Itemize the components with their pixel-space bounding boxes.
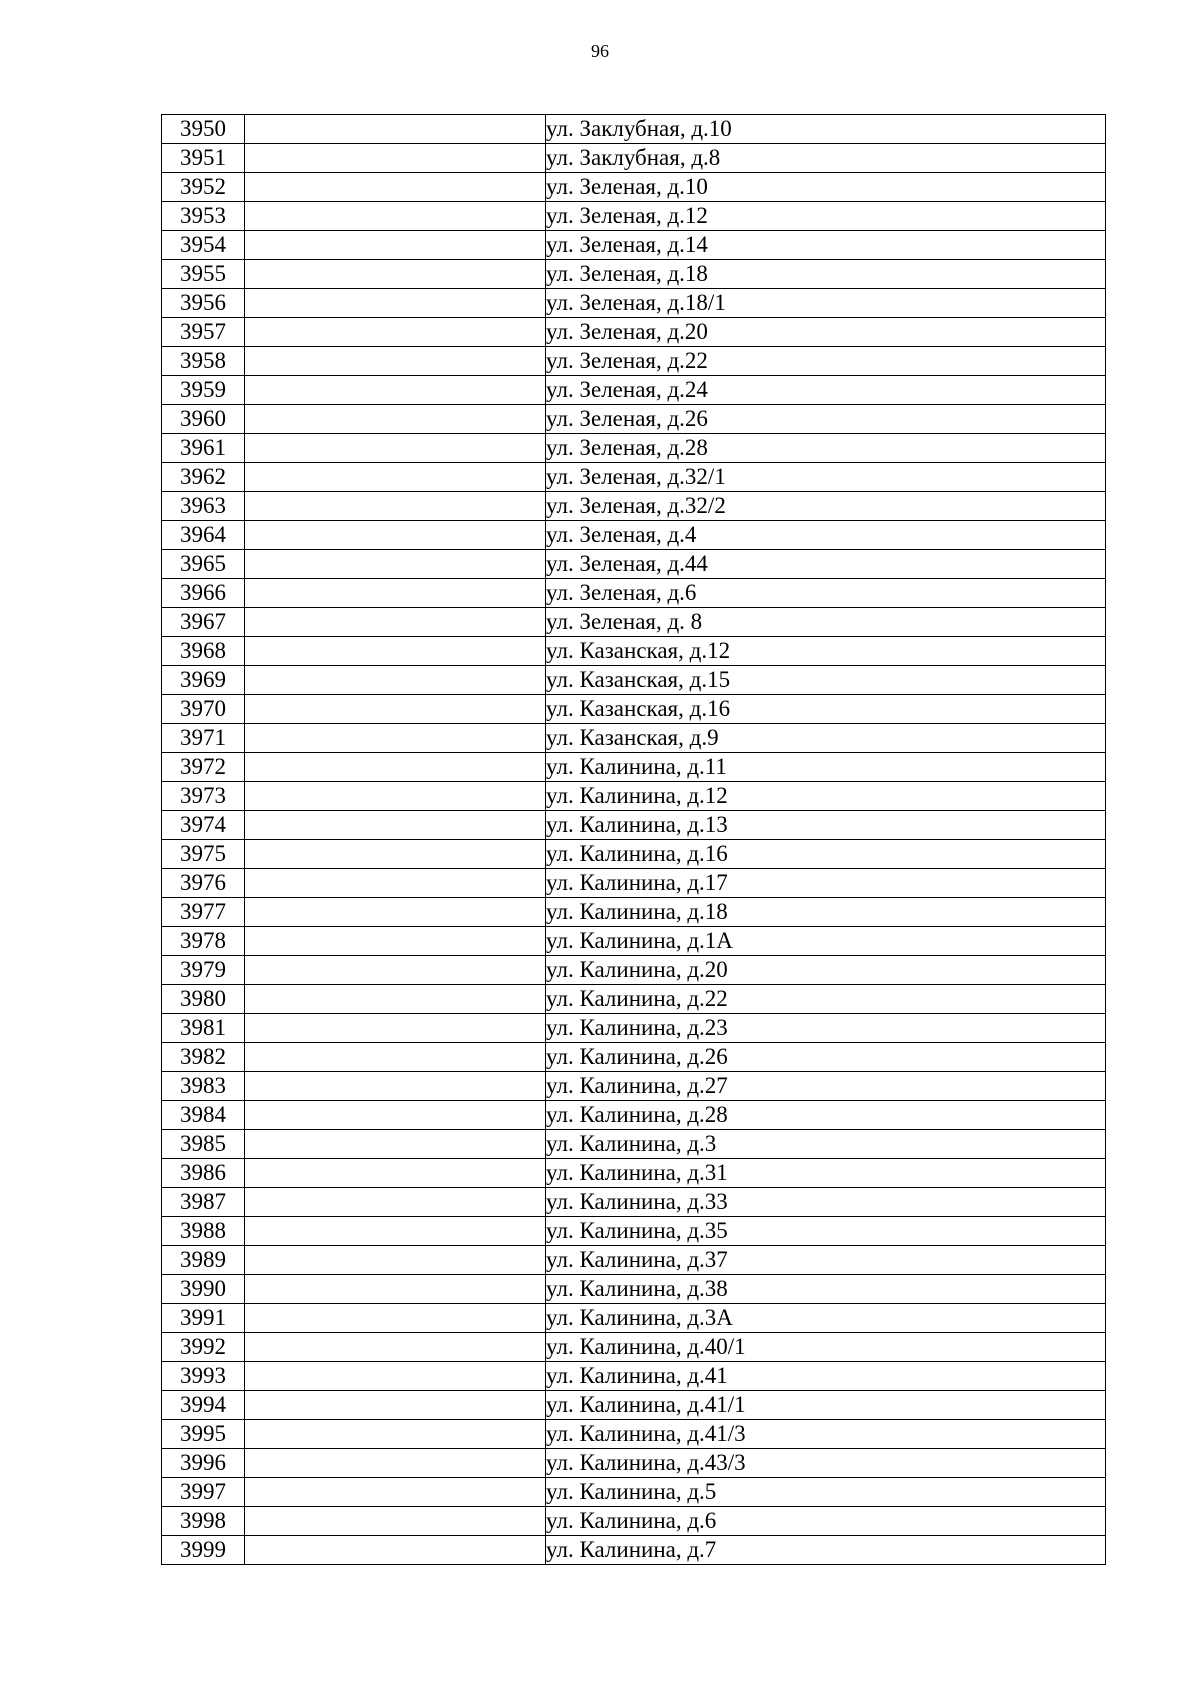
table-row xyxy=(162,1391,1106,1420)
table-row xyxy=(162,1507,1106,1536)
empty-cell xyxy=(245,1159,546,1188)
address-cell: ул. Калинина, д.6 xyxy=(546,1507,1106,1536)
empty-cell xyxy=(245,1217,546,1246)
empty-cell xyxy=(245,550,546,579)
empty-cell xyxy=(245,318,546,347)
table-row xyxy=(162,753,1106,782)
address-cell: ул. Зеленая, д.12 xyxy=(546,202,1106,231)
address-cell: ул. Калинина, д.11 xyxy=(546,753,1106,782)
row-number: 3980 xyxy=(162,985,245,1014)
row-number: 3975 xyxy=(162,840,245,869)
address-cell: ул. Калинина, д.28 xyxy=(546,1101,1106,1130)
empty-cell xyxy=(245,1101,546,1130)
address-cell: ул. Калинина, д.31 xyxy=(546,1159,1106,1188)
row-number: 3983 xyxy=(162,1072,245,1101)
address-cell: ул. Калинина, д.27 xyxy=(546,1072,1106,1101)
table-row xyxy=(162,1304,1106,1333)
address-cell: ул. Калинина, д.18 xyxy=(546,898,1106,927)
table-row xyxy=(162,173,1106,202)
empty-cell xyxy=(245,492,546,521)
address-cell: ул. Зеленая, д.28 xyxy=(546,434,1106,463)
table-row xyxy=(162,521,1106,550)
empty-cell xyxy=(245,579,546,608)
row-number: 3990 xyxy=(162,1275,245,1304)
table-row xyxy=(162,115,1106,144)
row-number: 3995 xyxy=(162,1420,245,1449)
empty-cell xyxy=(245,1478,546,1507)
address-cell: ул. Калинина, д.17 xyxy=(546,869,1106,898)
row-number: 3988 xyxy=(162,1217,245,1246)
address-cell: ул. Калинина, д.41/1 xyxy=(546,1391,1106,1420)
empty-cell xyxy=(245,1130,546,1159)
empty-cell xyxy=(245,608,546,637)
table-row xyxy=(162,724,1106,753)
row-number: 3972 xyxy=(162,753,245,782)
address-cell: ул. Калинина, д.38 xyxy=(546,1275,1106,1304)
table-row xyxy=(162,1217,1106,1246)
address-cell: ул. Калинина, д.12 xyxy=(546,782,1106,811)
empty-cell xyxy=(245,1304,546,1333)
row-number: 3954 xyxy=(162,231,245,260)
row-number: 3970 xyxy=(162,695,245,724)
table-row xyxy=(162,1333,1106,1362)
row-number: 3965 xyxy=(162,550,245,579)
empty-cell xyxy=(245,173,546,202)
empty-cell xyxy=(245,463,546,492)
table-row xyxy=(162,231,1106,260)
empty-cell xyxy=(245,1275,546,1304)
address-cell: ул. Зеленая, д.32/1 xyxy=(546,463,1106,492)
row-number: 3973 xyxy=(162,782,245,811)
table-row xyxy=(162,782,1106,811)
row-number: 3960 xyxy=(162,405,245,434)
address-cell: ул. Заклубная, д.8 xyxy=(546,144,1106,173)
address-cell: ул. Калинина, д.5 xyxy=(546,1478,1106,1507)
empty-cell xyxy=(245,202,546,231)
table-row xyxy=(162,347,1106,376)
table-row xyxy=(162,956,1106,985)
table-row xyxy=(162,260,1106,289)
row-number: 3959 xyxy=(162,376,245,405)
row-number: 3952 xyxy=(162,173,245,202)
empty-cell xyxy=(245,231,546,260)
empty-cell xyxy=(245,1246,546,1275)
empty-cell xyxy=(245,956,546,985)
address-cell: ул. Зеленая, д.10 xyxy=(546,173,1106,202)
table-row xyxy=(162,376,1106,405)
address-cell: ул. Зеленая, д.44 xyxy=(546,550,1106,579)
table-row xyxy=(162,840,1106,869)
table-row xyxy=(162,869,1106,898)
row-number: 3984 xyxy=(162,1101,245,1130)
row-number: 3996 xyxy=(162,1449,245,1478)
row-number: 3997 xyxy=(162,1478,245,1507)
empty-cell xyxy=(245,1449,546,1478)
empty-cell xyxy=(245,1043,546,1072)
address-cell: ул. Калинина, д.13 xyxy=(546,811,1106,840)
empty-cell xyxy=(245,811,546,840)
table-row xyxy=(162,463,1106,492)
empty-cell xyxy=(245,347,546,376)
address-table-body xyxy=(162,115,1106,1565)
table-row xyxy=(162,405,1106,434)
table-row xyxy=(162,1246,1106,1275)
address-cell: ул. Зеленая, д. 8 xyxy=(546,608,1106,637)
address-cell: ул. Зеленая, д.24 xyxy=(546,376,1106,405)
table-row xyxy=(162,1014,1106,1043)
table-row xyxy=(162,695,1106,724)
empty-cell xyxy=(245,405,546,434)
address-cell: ул. Калинина, д.33 xyxy=(546,1188,1106,1217)
table-row xyxy=(162,492,1106,521)
table-row xyxy=(162,202,1106,231)
address-cell: ул. Зеленая, д.14 xyxy=(546,231,1106,260)
table-row xyxy=(162,550,1106,579)
empty-cell xyxy=(245,115,546,144)
empty-cell xyxy=(245,724,546,753)
address-cell: ул. Калинина, д.23 xyxy=(546,1014,1106,1043)
empty-cell xyxy=(245,144,546,173)
row-number: 3969 xyxy=(162,666,245,695)
empty-cell xyxy=(245,376,546,405)
row-number: 3968 xyxy=(162,637,245,666)
table-row xyxy=(162,1101,1106,1130)
table-row xyxy=(162,318,1106,347)
row-number: 3971 xyxy=(162,724,245,753)
address-cell: ул. Заклубная, д.10 xyxy=(546,115,1106,144)
empty-cell xyxy=(245,1362,546,1391)
address-cell: ул. Зеленая, д.32/2 xyxy=(546,492,1106,521)
empty-cell xyxy=(245,1420,546,1449)
row-number: 3957 xyxy=(162,318,245,347)
address-cell: ул. Зеленая, д.6 xyxy=(546,579,1106,608)
row-number: 3992 xyxy=(162,1333,245,1362)
empty-cell xyxy=(245,753,546,782)
table-row xyxy=(162,1043,1106,1072)
row-number: 3961 xyxy=(162,434,245,463)
table-row xyxy=(162,1275,1106,1304)
row-number: 3991 xyxy=(162,1304,245,1333)
table-row xyxy=(162,898,1106,927)
address-cell: ул. Калинина, д.41/3 xyxy=(546,1420,1106,1449)
address-cell: ул. Зеленая, д.22 xyxy=(546,347,1106,376)
row-number: 3981 xyxy=(162,1014,245,1043)
table-row xyxy=(162,637,1106,666)
row-number: 3977 xyxy=(162,898,245,927)
row-number: 3998 xyxy=(162,1507,245,1536)
empty-cell xyxy=(245,869,546,898)
empty-cell xyxy=(245,927,546,956)
empty-cell xyxy=(245,289,546,318)
table-row xyxy=(162,434,1106,463)
table-row xyxy=(162,1188,1106,1217)
empty-cell xyxy=(245,782,546,811)
address-cell: ул. Зеленая, д.26 xyxy=(546,405,1106,434)
address-cell: ул. Зеленая, д.20 xyxy=(546,318,1106,347)
empty-cell xyxy=(245,1536,546,1565)
address-cell: ул. Калинина, д.43/3 xyxy=(546,1449,1106,1478)
row-number: 3951 xyxy=(162,144,245,173)
address-cell: ул. Калинина, д.41 xyxy=(546,1362,1106,1391)
row-number: 3994 xyxy=(162,1391,245,1420)
empty-cell xyxy=(245,1333,546,1362)
empty-cell xyxy=(245,521,546,550)
address-table xyxy=(161,114,1106,1565)
table-row xyxy=(162,144,1106,173)
row-number: 3967 xyxy=(162,608,245,637)
address-cell: ул. Казанская, д.12 xyxy=(546,637,1106,666)
empty-cell xyxy=(245,1072,546,1101)
address-cell: ул. Калинина, д.7 xyxy=(546,1536,1106,1565)
row-number: 3976 xyxy=(162,869,245,898)
row-number: 3978 xyxy=(162,927,245,956)
table-row xyxy=(162,1420,1106,1449)
empty-cell xyxy=(245,637,546,666)
address-cell: ул. Калинина, д.20 xyxy=(546,956,1106,985)
row-number: 3962 xyxy=(162,463,245,492)
table-row xyxy=(162,1362,1106,1391)
empty-cell xyxy=(245,1391,546,1420)
address-cell: ул. Казанская, д.16 xyxy=(546,695,1106,724)
row-number: 3993 xyxy=(162,1362,245,1391)
empty-cell xyxy=(245,1507,546,1536)
address-cell: ул. Калинина, д.37 xyxy=(546,1246,1106,1275)
address-cell: ул. Калинина, д.3А xyxy=(546,1304,1106,1333)
table-row xyxy=(162,1449,1106,1478)
table-row xyxy=(162,985,1106,1014)
address-cell: ул. Калинина, д.16 xyxy=(546,840,1106,869)
table-row xyxy=(162,289,1106,318)
row-number: 3958 xyxy=(162,347,245,376)
row-number: 3955 xyxy=(162,260,245,289)
row-number: 3985 xyxy=(162,1130,245,1159)
address-cell: ул. Калинина, д.35 xyxy=(546,1217,1106,1246)
table-row xyxy=(162,1130,1106,1159)
table-row xyxy=(162,927,1106,956)
table-row xyxy=(162,579,1106,608)
row-number: 3974 xyxy=(162,811,245,840)
row-number: 3963 xyxy=(162,492,245,521)
address-cell: ул. Калинина, д.22 xyxy=(546,985,1106,1014)
row-number: 3979 xyxy=(162,956,245,985)
empty-cell xyxy=(245,434,546,463)
table-row xyxy=(162,811,1106,840)
address-cell: ул. Казанская, д.9 xyxy=(546,724,1106,753)
table-row xyxy=(162,666,1106,695)
address-cell: ул. Калинина, д.26 xyxy=(546,1043,1106,1072)
empty-cell xyxy=(245,1188,546,1217)
table-row xyxy=(162,1478,1106,1507)
table-row xyxy=(162,1072,1106,1101)
address-cell: ул. Зеленая, д.18 xyxy=(546,260,1106,289)
table-row xyxy=(162,1536,1106,1565)
row-number: 3999 xyxy=(162,1536,245,1565)
empty-cell xyxy=(245,1014,546,1043)
row-number: 3953 xyxy=(162,202,245,231)
row-number: 3989 xyxy=(162,1246,245,1275)
page-number: 96 xyxy=(591,41,609,61)
row-number: 3966 xyxy=(162,579,245,608)
empty-cell xyxy=(245,840,546,869)
row-number: 3950 xyxy=(162,115,245,144)
empty-cell xyxy=(245,260,546,289)
address-cell: ул. Зеленая, д.18/1 xyxy=(546,289,1106,318)
table-row xyxy=(162,608,1106,637)
empty-cell xyxy=(245,695,546,724)
address-cell: ул. Калинина, д.3 xyxy=(546,1130,1106,1159)
address-cell: ул. Калинина, д.1А xyxy=(546,927,1106,956)
empty-cell xyxy=(245,666,546,695)
row-number: 3986 xyxy=(162,1159,245,1188)
empty-cell xyxy=(245,985,546,1014)
address-cell: ул. Калинина, д.40/1 xyxy=(546,1333,1106,1362)
address-cell: ул. Казанская, д.15 xyxy=(546,666,1106,695)
empty-cell xyxy=(245,898,546,927)
address-cell: ул. Зеленая, д.4 xyxy=(546,521,1106,550)
row-number: 3956 xyxy=(162,289,245,318)
table-row xyxy=(162,1159,1106,1188)
row-number: 3987 xyxy=(162,1188,245,1217)
row-number: 3982 xyxy=(162,1043,245,1072)
row-number: 3964 xyxy=(162,521,245,550)
